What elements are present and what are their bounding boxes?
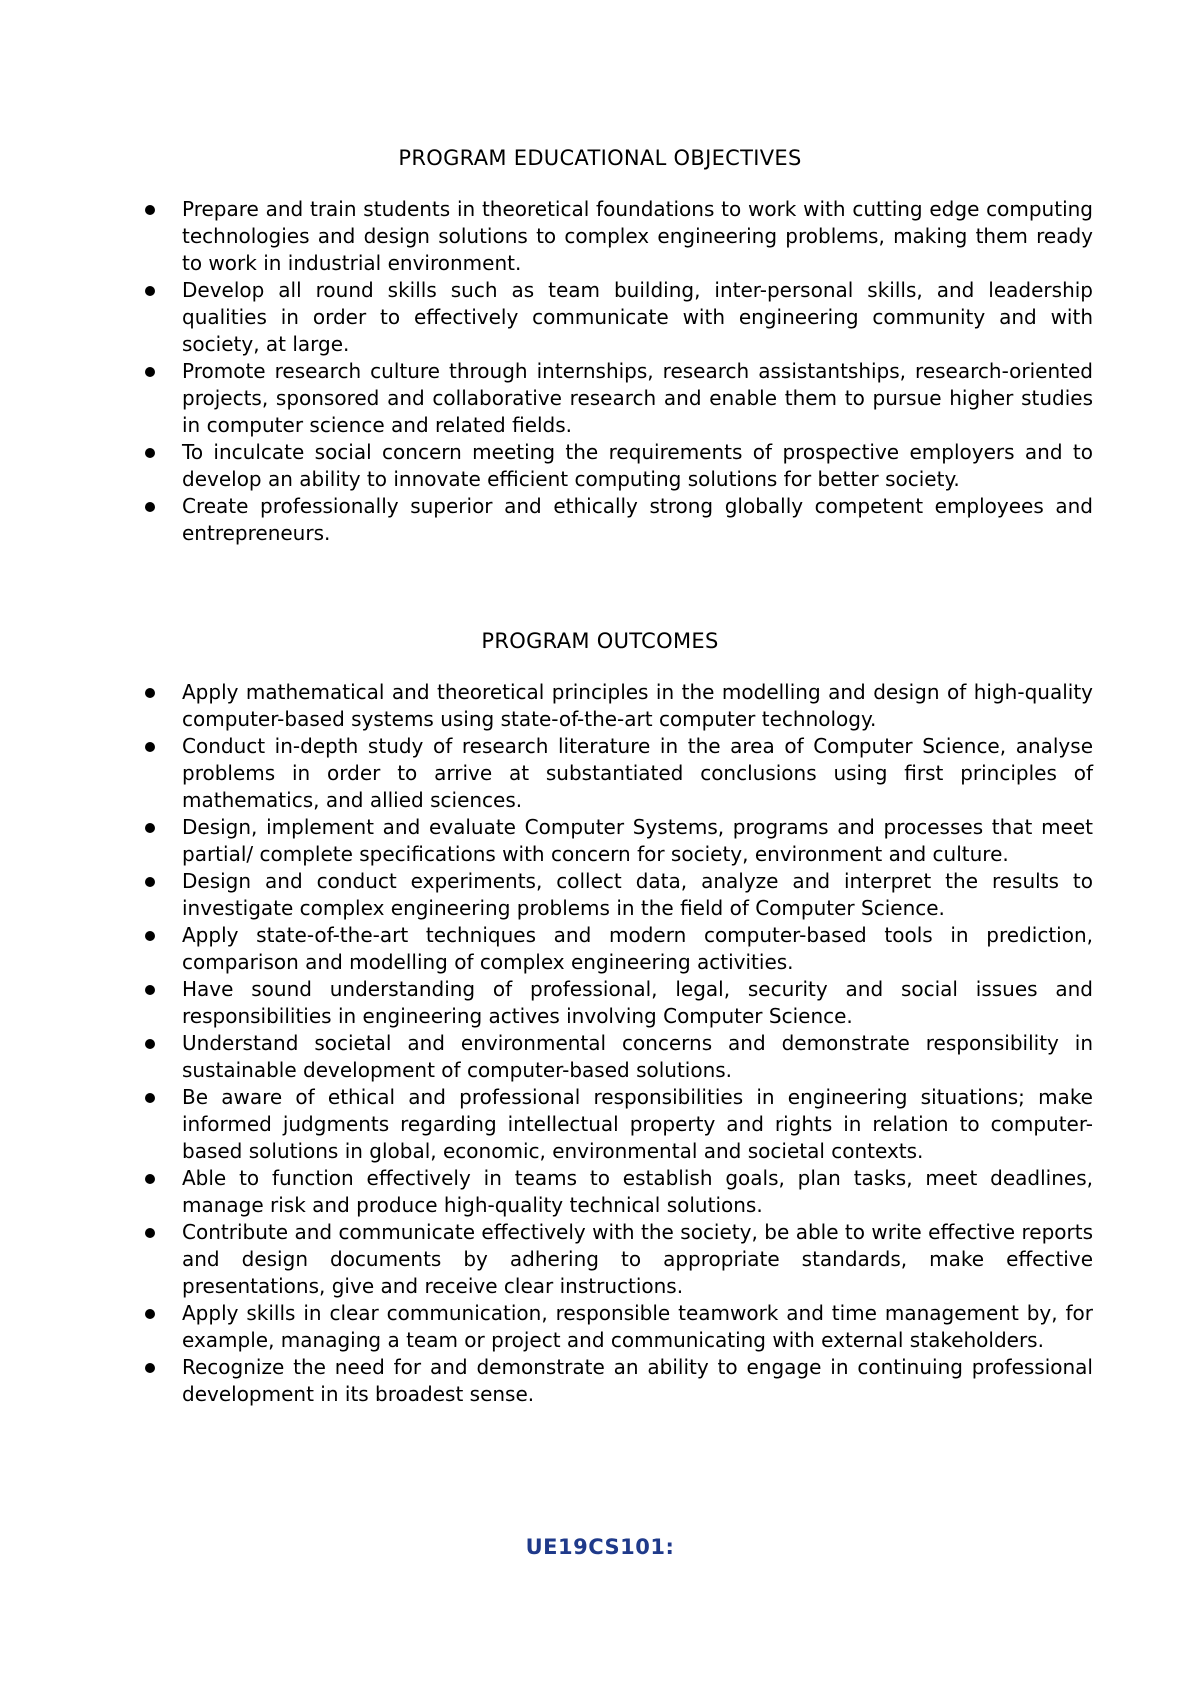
list-item (0, 922, 1200, 976)
bullet-icon (145, 985, 155, 995)
list-item-text: Apply skills in clear communication, responsible teamwork and time management by, for example, managing a team or project and communicating with external stakeholders. (182, 1301, 1093, 1352)
list-item-text: Able to function effectively in teams to establish goals, plan tasks, meet deadlines, manage risk and produce high-quality technical solutions. (182, 1166, 1093, 1217)
list-item (0, 814, 1200, 868)
list-item-text: Develop all round skills such as team building, inter-personal skills, and leadership qualities in order to effectively communicate with engineering community and with society, at large. (182, 278, 1093, 356)
bullet-icon (145, 742, 155, 752)
list-item (0, 1165, 1200, 1219)
po-heading: PROGRAM OUTCOMES (481, 629, 719, 653)
course-code-heading: UE19CS101: (525, 1535, 675, 1559)
list-item (0, 733, 1200, 814)
list-item (0, 1354, 1200, 1408)
bullet-icon (145, 688, 155, 698)
list-item-text: Apply state-of-the-art techniques and modern computer-based tools in prediction, comparison and modelling of complex engineering activities. (182, 923, 1093, 974)
list-item-text: Contribute and communicate effectively with the society, be able to write effective reports and design documents by adhering to appropriate standards, make effective presentations, give and receive clear instructions. (182, 1220, 1093, 1298)
list-item (0, 679, 1200, 733)
list-item (0, 1084, 1200, 1165)
list-item-text: Apply mathematical and theoretical principles in the modelling and design of high-quality computer-based systems using state-of-the-art computer technology. (182, 680, 1093, 731)
list-item-text: Design and conduct experiments, collect data, analyze and interpret the results to investigate complex engineering problems in the field of Computer Science. (182, 869, 1093, 920)
list-item (0, 1030, 1200, 1084)
list-item-text: Design, implement and evaluate Computer Systems, programs and processes that meet partial/ complete specifications with concern for society, environment and culture. (182, 815, 1093, 866)
bullet-icon (145, 205, 155, 215)
list-item-text: Prepare and train students in theoretical foundations to work with cutting edge computing technologies and design solutions to complex engineering problems, making them ready to work in industrial environment. (182, 197, 1093, 275)
list-item-text: Create professionally superior and ethically strong globally competent employees and entrepreneurs. (182, 494, 1093, 545)
list-item (0, 1300, 1200, 1354)
list-item (0, 196, 1200, 277)
list-item (0, 493, 1200, 547)
list-item (0, 439, 1200, 493)
list-item-text: Recognize the need for and demonstrate an ability to engage in continuing professional development in its broadest sense. (182, 1355, 1093, 1406)
peo-list (0, 196, 1200, 547)
list-item-text: Promote research culture through internships, research assistantships, research-oriented projects, sponsored and collaborative research and enable them to pursue higher studies in computer science and related fields. (182, 359, 1093, 437)
bullet-icon (145, 823, 155, 833)
list-item (0, 277, 1200, 358)
bullet-icon (145, 448, 155, 458)
bullet-icon (145, 1363, 155, 1373)
bullet-icon (145, 1309, 155, 1319)
list-item-text: Have sound understanding of professional, legal, security and social issues and responsibilities in engineering actives involving Computer Science. (182, 977, 1093, 1028)
peo-heading: PROGRAM EDUCATIONAL OBJECTIVES (398, 146, 802, 170)
list-item (0, 868, 1200, 922)
list-item-text: Be aware of ethical and professional responsibilities in engineering situations; make informed judgments regarding intellectual property and rights in relation to computer-based solutions in global, economic, environmental and societal contexts. (182, 1085, 1093, 1163)
bullet-icon (145, 1093, 155, 1103)
bullet-icon (145, 1174, 155, 1184)
list-item (0, 358, 1200, 439)
bullet-icon (145, 367, 155, 377)
po-list (0, 679, 1200, 1408)
list-item-text: To inculcate social concern meeting the requirements of prospective employers and to develop an ability to innovate efficient computing solutions for better society. (182, 440, 1093, 491)
bullet-icon (145, 1039, 155, 1049)
list-item-text: Conduct in-depth study of research literature in the area of Computer Science, analyse problems in order to arrive at substantiated conclusions using first principles of mathematics, and allied sciences. (182, 734, 1093, 812)
list-item (0, 1219, 1200, 1300)
bullet-icon (145, 502, 155, 512)
bullet-icon (145, 1228, 155, 1238)
list-item-text: Understand societal and environmental concerns and demonstrate responsibility in sustainable development of computer-based solutions. (182, 1031, 1093, 1082)
bullet-icon (145, 931, 155, 941)
bullet-icon (145, 286, 155, 296)
list-item (0, 976, 1200, 1030)
bullet-icon (145, 877, 155, 887)
